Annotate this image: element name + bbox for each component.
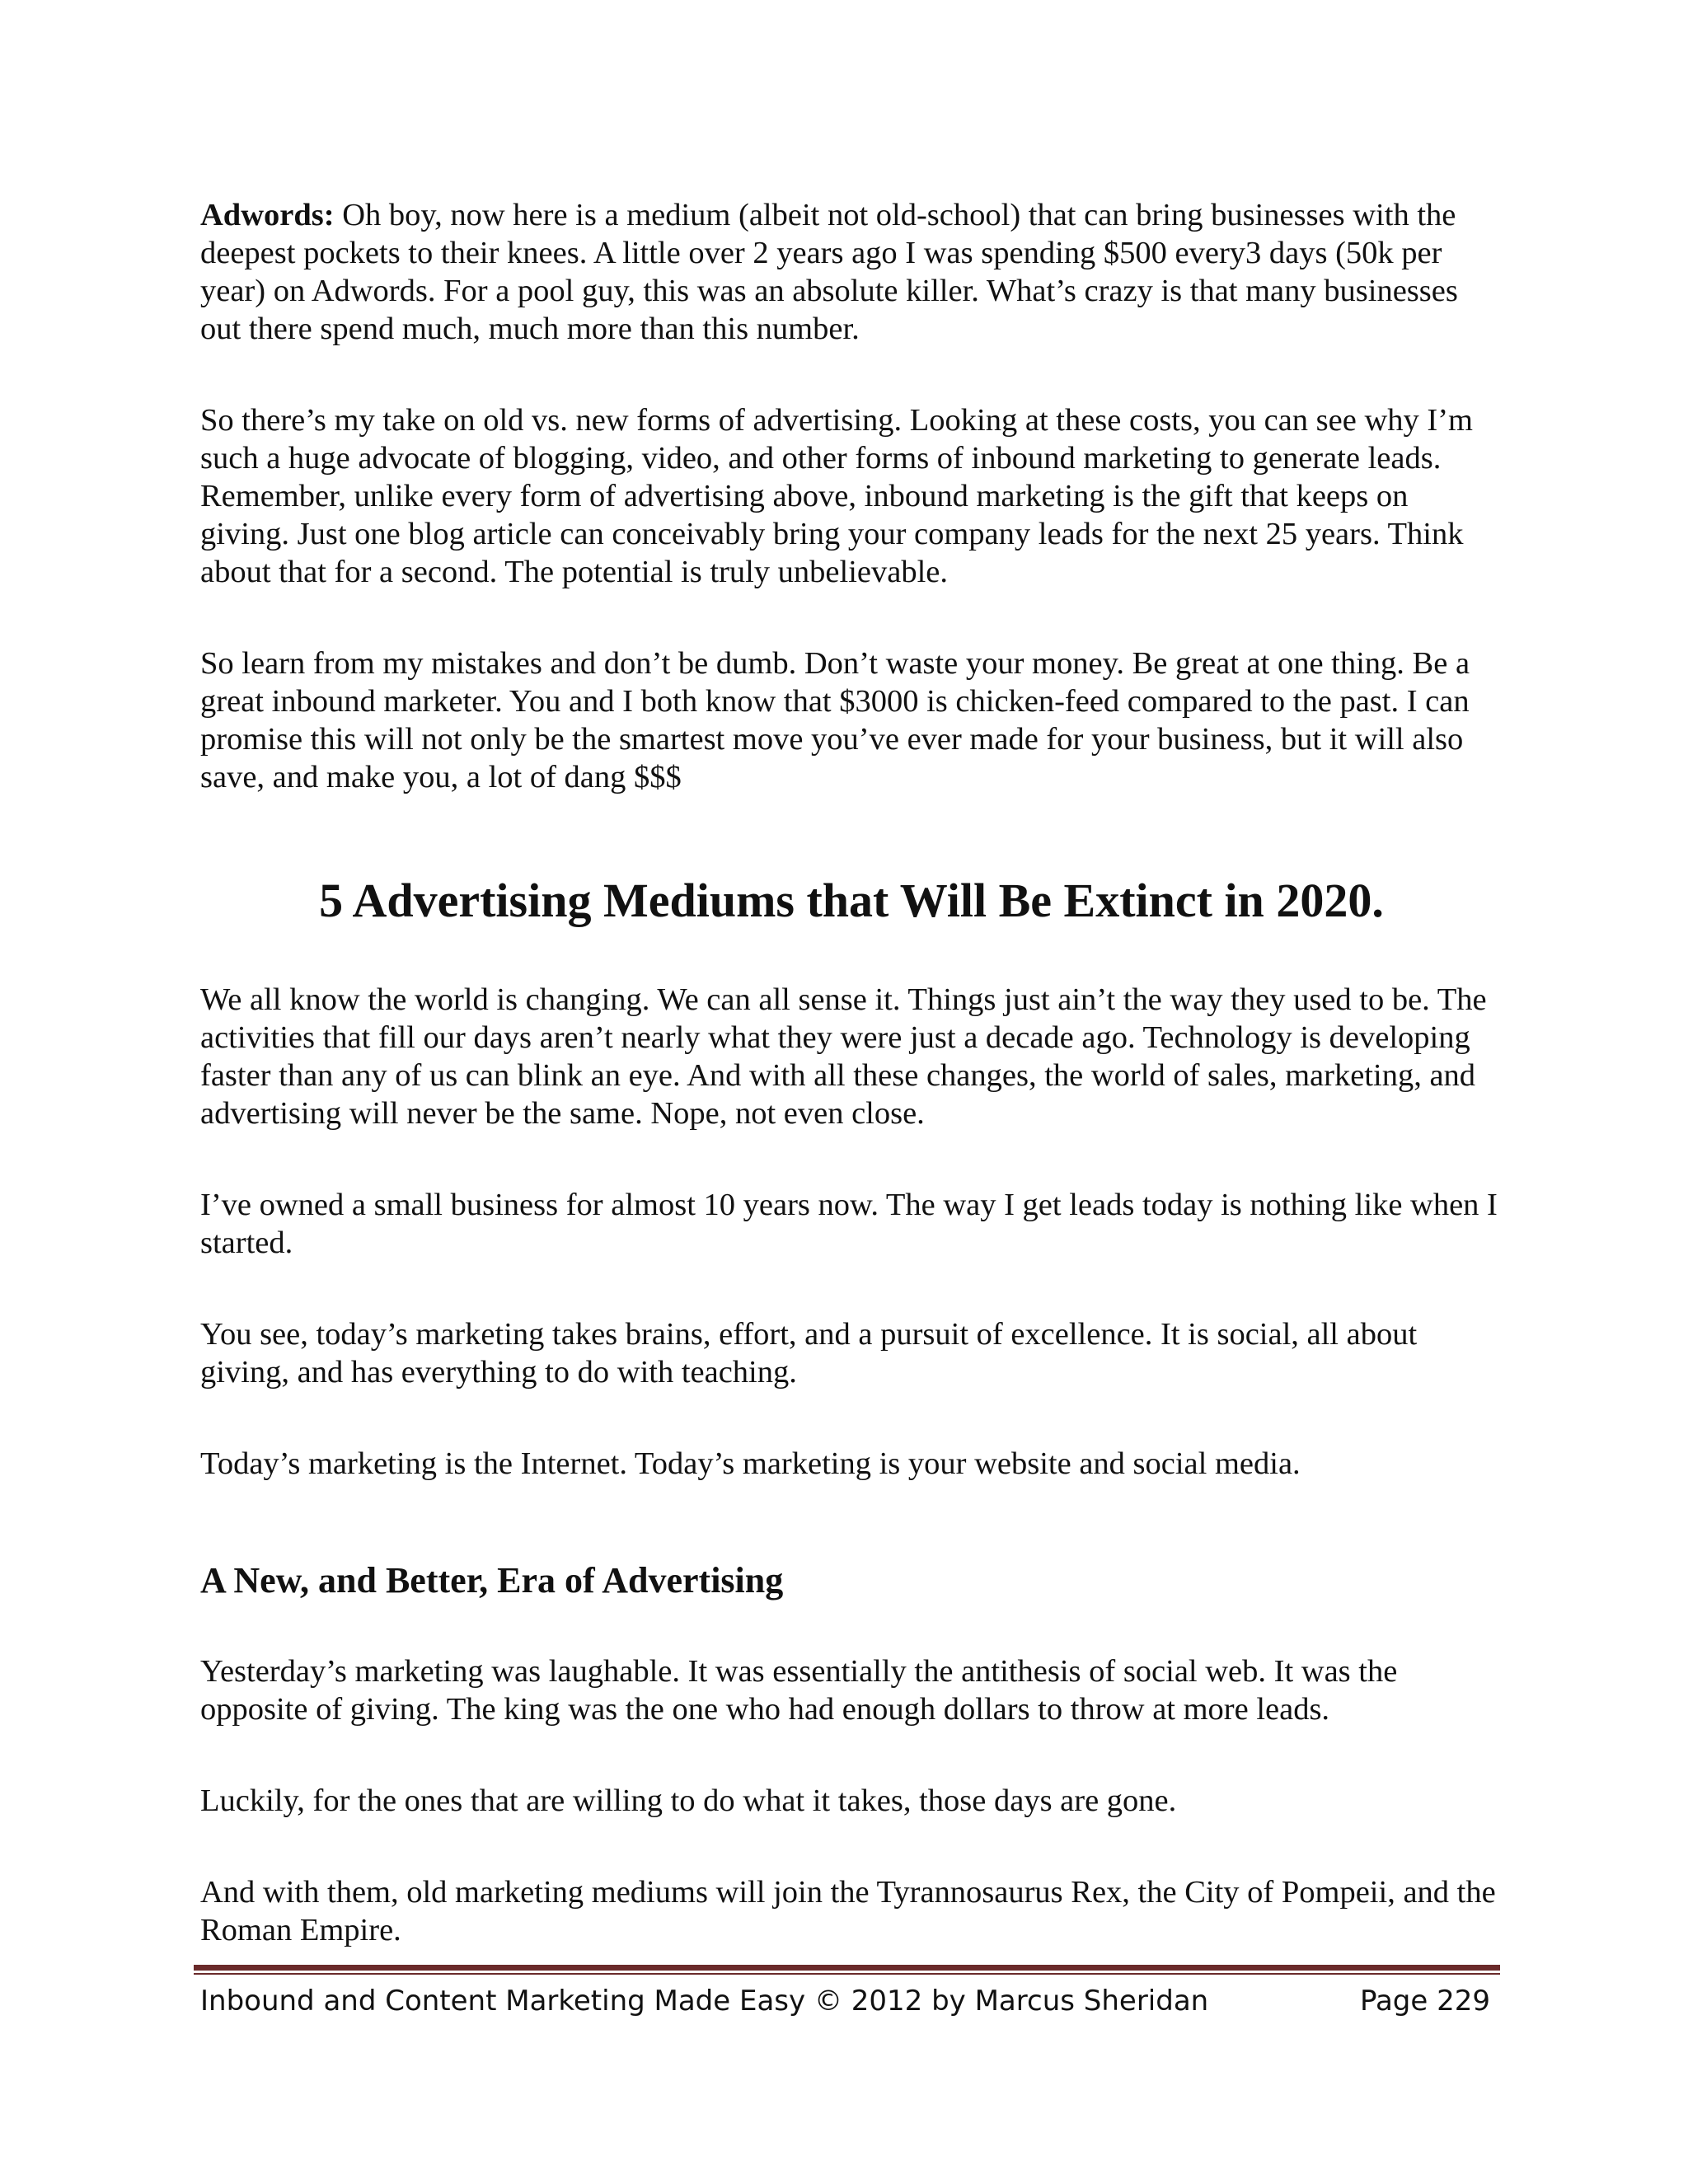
footer-rule-thin <box>194 1973 1500 1975</box>
footer-rule <box>194 1965 1500 1976</box>
paragraph-world-changing-text: We all know the world is changing. We can all sense it. Things just ain’t the way they used to be. The activities that fill our days aren’t nearly what they were just a decade ago. Technology is developing faster than any of us can blink an eye. And with all these changes, the world of sales, marketing, and advertising will never be the same. Nope, not even close. <box>200 982 1487 1131</box>
footer-rule-thick <box>194 1965 1500 1971</box>
adwords-lead: Adwords: <box>200 198 335 232</box>
adwords-text: Oh boy, now here is a medium (albeit not old-school) that can bring businesses with the deepest pockets to their knees. A little over 2 years ago I was spending $500 every3 days (50k per year) on Adwords. For a pool guy, this was an absolute killer. What’s crazy is that many businesses out there spend much, much more than this number. <box>200 198 1458 346</box>
paragraph-old-vs-new-text: So there’s my take on old vs. new forms of advertising. Looking at these costs, you can see why I’m such a huge advocate of blogging, video, and other forms of inbound marketing to generate leads. Remember, unlike every form of advertising above, inbound marketing is the gift that keeps on giving. Just one blog article can conceivably bring your company leads for the next 25 years. Think about that for a second. The potential is truly unbelievable. <box>200 403 1473 589</box>
paragraph-world-changing <box>200 981 1503 1132</box>
chapter-title: 5 Advertising Mediums that Will Be Extinct in 2020. <box>319 874 1384 927</box>
paragraph-old-vs-new <box>200 401 1503 591</box>
footer-copyright: Inbound and Content Marketing Made Easy © 2012 by Marcus Sheridan <box>200 1985 1209 2018</box>
paragraph-yesterdays-marketing <box>200 1652 1503 1728</box>
paragraph-learn-from-mistakes <box>200 644 1503 796</box>
paragraph-small-business <box>200 1186 1503 1262</box>
paragraph-todays-marketing-text: You see, today’s marketing takes brains, effort, and a pursuit of excellence. It is social, all about giving, and has everything to do with teaching. <box>200 1317 1418 1390</box>
footer-page-number: Page 229 <box>1359 1985 1490 2018</box>
paragraph-internet <box>200 1445 1503 1483</box>
paragraph-luckily-text: Luckily, for the ones that are willing to do what it takes, those days are gone. <box>200 1783 1177 1818</box>
section-title: A New, and Better, Era of Advertising <box>200 1560 784 1601</box>
chapter-title-block <box>200 872 1503 930</box>
paragraph-internet-text: Today’s marketing is the Internet. Today’s marketing is your website and social media. <box>200 1446 1301 1481</box>
paragraph-adwords <box>200 196 1503 348</box>
paragraph-and-with-them-text: And with them, old marketing mediums will join the Tyrannosaurus Rex, the City of Pompeii, and the Roman Empire. <box>200 1875 1496 1947</box>
paragraph-small-business-text: I’ve owned a small business for almost 10 years now. The way I get leads today is nothing like when I started. <box>200 1188 1498 1260</box>
paragraph-yesterdays-marketing-text: Yesterday’s marketing was laughable. It was essentially the antithesis of social web. It was the opposite of giving. The king was the one who had enough dollars to throw at more leads. <box>200 1654 1398 1727</box>
paragraph-luckily <box>200 1782 1503 1820</box>
paragraph-todays-marketing <box>200 1315 1503 1391</box>
paragraph-learn-from-mistakes-text: So learn from my mistakes and don’t be dumb. Don’t waste your money. Be great at one thing. Be a great inbound marketer. You and I both know that $3000 is chicken-feed compared to the past. I can promise this will not only be the smartest move you’ve ever made for your business, but it will also save, and make you, a lot of dang $$$ <box>200 646 1470 794</box>
paragraph-and-with-them <box>200 1873 1503 1949</box>
section-title-block <box>200 1558 1503 1603</box>
